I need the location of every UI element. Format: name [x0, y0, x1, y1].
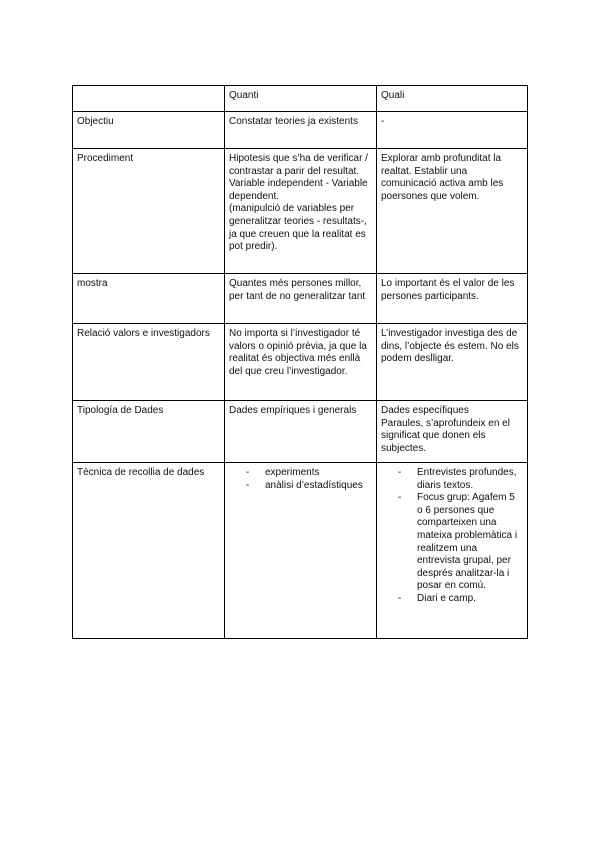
quali-cell: Explorar amb profunditat la realtat. Establir una comunicació activa amb les poersones que volem.	[377, 149, 528, 274]
row-label: Tècnica de recollia de dades	[73, 463, 225, 639]
quali-cell	[377, 463, 528, 639]
quanti-cell: Constatar teories ja existents	[225, 112, 377, 149]
list-item: - anàlisi d’estadístiques	[229, 480, 372, 493]
list-item: - Focus grup: Agafem 5 o 6 persones que comparteixen una mateixa problemàtica i realitzem una entrevista grupal, per després analitzar-la i posar en comú.	[381, 492, 523, 593]
row-label: Procediment	[73, 149, 225, 274]
quanti-cell	[225, 463, 377, 639]
quanti-cell: Dades empíriques i generals	[225, 401, 377, 463]
quali-technique-list	[381, 467, 523, 606]
list-item: - experiments	[229, 467, 372, 480]
row-label: Tipología de Dades	[73, 401, 225, 463]
quanti-cell: Quantes més persones millor, per tant de no generalitzar tant	[225, 274, 377, 324]
comparison-table	[72, 85, 528, 639]
cell-line: Dades específiques	[381, 405, 469, 416]
list-item: - Diari e camp.	[381, 593, 523, 606]
list-item: - Entrevistes profundes, diaris textos.	[381, 467, 523, 492]
cell-line: Paraules, s’aprofundeix en el significat que donen els subjectes.	[381, 417, 510, 454]
table-row-procediment	[73, 149, 528, 274]
table-row-relacio	[73, 324, 528, 401]
table-row-objectiu	[73, 112, 528, 149]
header-cell-quali: Quali	[377, 86, 528, 112]
quali-cell: -	[377, 112, 528, 149]
cell-line: Hipotesis que s’ha de verificar / contrastar a parir del resultat.	[229, 153, 368, 177]
cell-line: Variable independent - Variable dependent.	[229, 178, 368, 202]
cell-line: (manipulció de variables per generalitzar teories - resultats-, ja que creuen que la realitat es pot predir).	[229, 203, 367, 253]
row-label: Relació valors e investigadors	[73, 324, 225, 401]
header-cell-quanti: Quanti	[225, 86, 377, 112]
row-label: mostra	[73, 274, 225, 324]
table-row-mostra	[73, 274, 528, 324]
quanti-technique-list	[229, 467, 372, 492]
table-header-row	[73, 86, 528, 112]
header-cell-empty	[73, 86, 225, 112]
table-row-tipologia	[73, 401, 528, 463]
table-row-tecnica	[73, 463, 528, 639]
row-label: Objectiu	[73, 112, 225, 149]
quali-cell: L’investigador investiga des de dins, l’objecte és estem. No els podem deslligar.	[377, 324, 528, 401]
quali-cell: Lo important és el valor de les persones participants.	[377, 274, 528, 324]
quanti-cell	[225, 149, 377, 274]
quanti-cell: No importa si l’investigador té valors o opinió prèvia, ja que la realitat és objectiva més enllà del que creu l’investigador.	[225, 324, 377, 401]
quali-cell	[377, 401, 528, 463]
